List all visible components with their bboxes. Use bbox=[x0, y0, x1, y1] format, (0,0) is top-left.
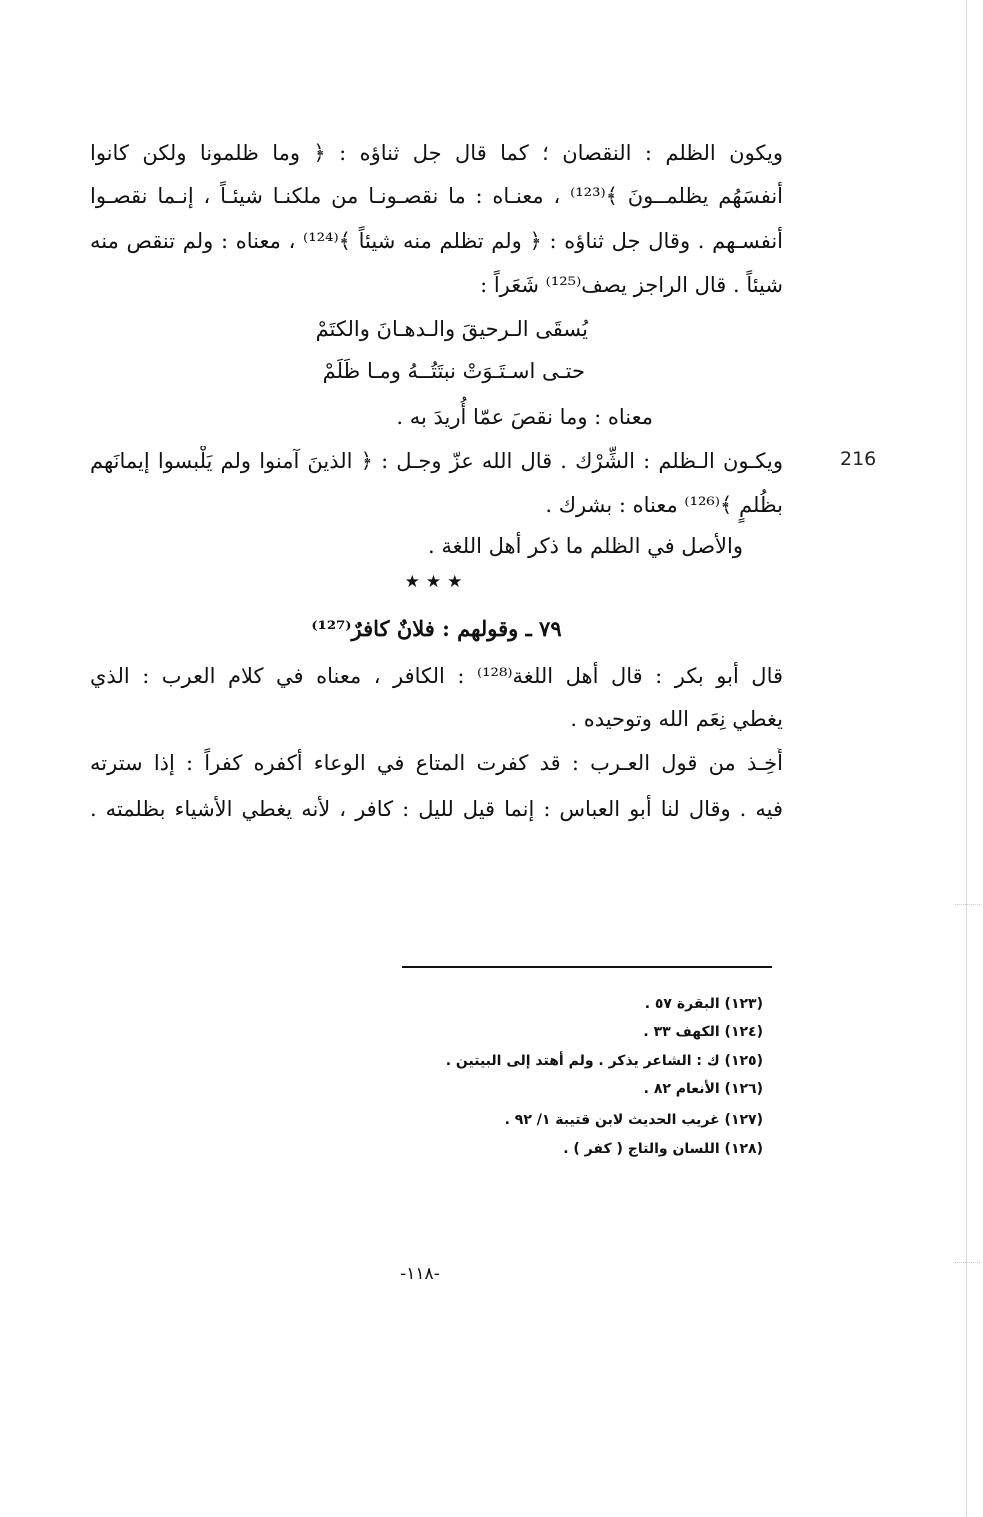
footnote: (١٢٧) غريب الحديث لابن قتيبة ١/ ٩٢ . bbox=[504, 1112, 763, 1128]
body-line: فيه . وقال لنا أبو العباس : إنما قيل لليل : كافر ، لأنه يغطي الأشياء بظلمته . bbox=[90, 797, 783, 821]
scan-dots bbox=[955, 904, 980, 906]
page-number: -١١٨- bbox=[400, 1264, 440, 1284]
body-line: قال أبو بكر : قال أهل اللغة⁽¹²⁸⁾ : الكافر ، معناه في كلام العرب : الذي bbox=[90, 664, 783, 688]
footnote-separator bbox=[402, 966, 772, 968]
body-line: والأصل في الظلم ما ذكر أهل اللغة . bbox=[428, 534, 743, 558]
body-line: أنفسـهم . وقال جل ثناؤه : ﴿ ولم تظلم منه شيئاً ﴾⁽¹²⁴⁾ ، معناه : ولم تنقص منه bbox=[90, 229, 783, 253]
body-line: بظُلمٍ ﴾⁽¹²⁶⁾ معناه : بشرك . bbox=[545, 493, 783, 517]
body-line: ويكـون الـظلم : الشِّرْك . قال الله عزّ وجـل : ﴿ الذينَ آمنوا ولم يَلْبسوا إيمانَهم bbox=[90, 449, 783, 473]
footnote: (١٢٣) البقرة ٥٧ . bbox=[644, 996, 763, 1012]
meaning-line: معناه : وما نقصَ عمّا أُريدَ به . bbox=[396, 405, 653, 429]
footnote: (١٢٤) الكهف ٣٣ . bbox=[643, 1024, 763, 1040]
footnote: (١٢٦) الأنعام ٨٢ . bbox=[643, 1081, 763, 1097]
verse-line: يُسقَى الـرحيقَ والـدهـانَ والكتَمْ bbox=[315, 317, 588, 341]
section-heading: ٧٩ ـ وقولهم : فلانٌ كافرٌ⁽¹²⁷⁾ bbox=[311, 616, 562, 641]
body-line: ويكون الظلم : النقصان ؛ كما قال جل ثناؤه : ﴿ وما ظلمونا ولكن كانوا bbox=[90, 141, 783, 165]
body-line: أنفسَهُم يظلمــونَ ﴾⁽¹²³⁾ ، معنـاه : ما نقصـونـا من ملكنـا شيئـاً ، إنـما نقصـوا bbox=[90, 184, 783, 208]
marginal-number: 216 bbox=[840, 448, 877, 470]
section-divider-stars: ★★★ bbox=[404, 572, 469, 592]
footnote: (١٢٨) اللسان والتاج ( كفر ) . bbox=[563, 1141, 763, 1157]
footnote: (١٢٥) ك : الشاعر يذكر . ولم أهتد إلى البيتين . bbox=[445, 1053, 763, 1069]
body-line: شيئاً . قال الراجز يصف⁽¹²⁵⁾ شَعَراً : bbox=[480, 273, 783, 297]
verse-line: حتـى اسـتَـوَتْ نبتَتُــهُ ومـا ظَلَمْ bbox=[322, 359, 585, 383]
body-line: يغطي نِعَم الله وتوحيده . bbox=[570, 707, 783, 731]
scan-dots bbox=[955, 1262, 980, 1264]
body-line: أُخِـذ من قول العـرب : قد كفرت المتاع في الوعاء أكفره كفراً : إذا سترته bbox=[90, 751, 783, 775]
page-edge-line bbox=[966, 0, 967, 1517]
